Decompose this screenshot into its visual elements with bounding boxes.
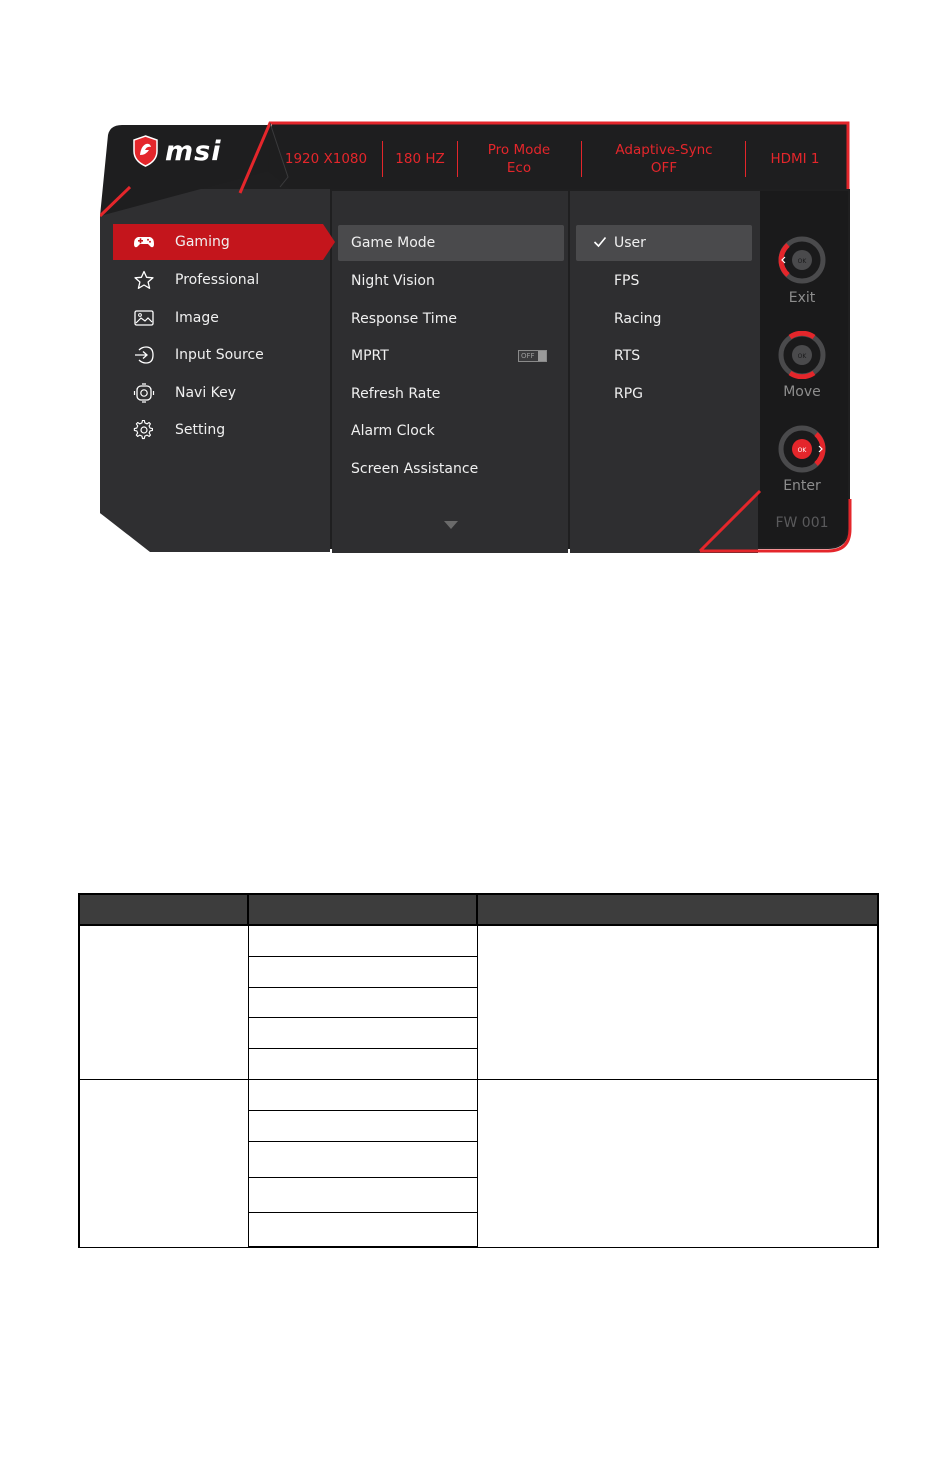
submenu-label: Response Time [351,311,457,327]
check-icon [593,235,607,249]
menu-item-setting[interactable] [113,412,323,448]
enter-joystick-icon [778,425,826,473]
status-mode-line2: Eco [506,160,532,176]
logo-wordmark: msi [165,135,222,167]
option-racing[interactable] [576,301,752,337]
msi-shield-icon [132,135,159,167]
menu-label: Setting [175,422,226,438]
table-cell [79,1079,248,1247]
status-divider [457,141,458,177]
menu-label: Input Source [175,347,264,363]
gear-icon [133,420,155,440]
status-mode-line1: Pro Mode [487,142,551,158]
status-input-text: HDMI 1 [770,151,820,167]
menu-item-gaming[interactable] [113,224,323,260]
table-header-cell [248,894,477,925]
submenu-item-refresh-rate[interactable] [338,376,564,412]
exit-joystick-icon [778,236,826,284]
table-header-cell [79,894,248,925]
star-icon [133,270,155,290]
table-cell [248,987,477,1017]
table-cell [248,1048,477,1079]
menu-item-professional[interactable] [113,262,323,298]
table-cell [248,1079,477,1110]
table-cell [477,925,878,1079]
exit-label: Exit [788,290,816,306]
navi-key-icon [133,383,155,403]
submenu-label: Refresh Rate [351,386,441,402]
table-cell [477,1079,878,1247]
status-sync-line1: Adaptive-Sync [615,142,713,158]
option-rpg[interactable] [576,376,752,412]
submenu-item-alarm-clock[interactable] [338,413,564,449]
active-pointer [323,224,335,260]
firmware-version: FW 001 [775,515,829,531]
submenu-item-response-time[interactable] [338,301,564,337]
submenu-label: Game Mode [351,235,436,251]
ok-text: OK [797,353,807,360]
table-row [79,1079,878,1110]
table-cell [248,1177,477,1212]
menu-item-input-source[interactable] [113,337,323,373]
ok-text: OK [797,258,807,265]
table-header-cell [477,894,878,925]
option-label: RTS [614,348,641,364]
status-refresh-text: 180 HZ [395,151,445,167]
status-mode [464,139,574,179]
submenu-label: Screen Assistance [351,461,479,477]
option-user[interactable] [576,225,752,261]
status-divider [581,141,582,177]
status-resolution [282,139,370,179]
scroll-down-icon[interactable] [444,521,458,529]
spec-table [78,893,879,1248]
table-cell [248,1110,477,1141]
image-icon [133,308,155,328]
status-input [752,139,838,179]
menu-label: Navi Key [175,385,237,401]
input-source-icon [133,345,155,365]
option-label: Racing [614,311,662,327]
status-divider [382,141,383,177]
submenu-item-mprt[interactable] [338,338,564,374]
status-sync [588,139,740,179]
table-cell [248,1141,477,1177]
move-joystick-icon [778,331,826,379]
menu-label: Professional [175,272,260,288]
submenu-item-screen-assistance[interactable] [338,451,564,487]
toggle-knob [538,351,546,361]
osd-menu [100,119,852,553]
menu-label: Image [175,310,219,326]
toggle-text: OFF [521,352,535,360]
ok-text: OK [797,447,807,454]
status-divider [745,141,746,177]
table-cell [79,925,248,1079]
msi-logo [132,134,221,168]
table-cell [248,925,477,956]
submenu-item-night-vision[interactable] [338,263,564,299]
table-cell [248,956,477,987]
option-fps[interactable] [576,263,752,299]
enter-label: Enter [783,478,821,494]
submenu-item-game-mode[interactable] [338,225,564,261]
status-resolution-text: 1920 X1080 [284,151,368,167]
table-cell [248,1212,477,1247]
option-label: FPS [614,273,640,289]
table-header-row [79,894,878,925]
table-cell [248,1017,477,1048]
menu-item-image[interactable] [113,300,323,336]
gamepad-icon [133,232,155,252]
move-label: Move [783,384,821,400]
option-label: RPG [614,386,644,402]
status-sync-line2: OFF [650,160,678,176]
option-rts[interactable] [576,338,752,374]
status-refresh [388,139,452,179]
submenu-label: Night Vision [351,273,435,289]
mprt-toggle[interactable] [518,350,547,362]
submenu-label: Alarm Clock [351,423,435,439]
submenu-label: MPRT [351,348,389,364]
table-row [79,925,878,956]
menu-label: Gaming [175,234,230,250]
menu-item-navi-key[interactable] [113,375,323,411]
option-label: User [614,235,646,251]
